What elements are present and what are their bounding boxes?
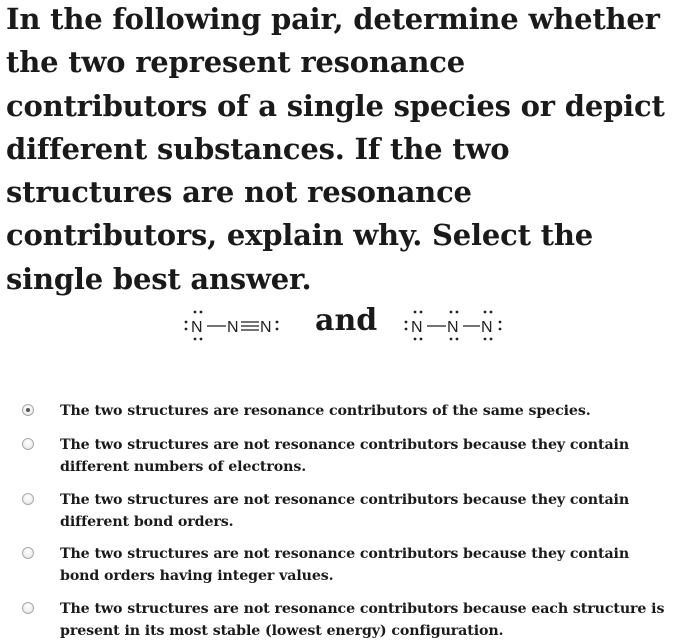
option-label[interactable]: The two structures are not resonance contributors because they contain bond orders having integer values. — [60, 546, 630, 584]
right-atom-1: N — [411, 319, 423, 336]
left-atom-1: N — [191, 319, 203, 336]
lewis-structure-right — [400, 306, 510, 346]
radio-button[interactable] — [22, 438, 34, 450]
radio-selected-dot — [26, 408, 30, 412]
left-atom-2: N — [227, 319, 239, 336]
left-atom-3: N — [260, 319, 272, 336]
option-label[interactable]: The two structures are not resonance contributors because they contain different numbers of electrons. — [60, 437, 630, 475]
question-text: In the following pair, determine whether the two represent resonance contributors of a single species or depict different substances. If the two structures are not resonance contributors, explain why. Select the single best answer. — [6, 2, 665, 296]
right-atom-3: N — [481, 319, 493, 336]
radio-button[interactable] — [22, 602, 34, 614]
lewis-structure-left — [180, 306, 290, 346]
right-atom-2: N — [447, 319, 459, 336]
option-label[interactable]: The two structures are resonance contributors of the same species. — [60, 403, 591, 419]
radio-button[interactable] — [22, 404, 34, 416]
and-connector: and — [315, 303, 378, 338]
radio-button[interactable] — [22, 493, 34, 505]
option-label[interactable]: The two structures are not resonance contributors because they contain different bond orders. — [60, 492, 630, 530]
radio-button[interactable] — [22, 547, 34, 559]
option-label[interactable]: The two structures are not resonance contributors because each structure is present in its most stable (lowest energy) configuration. — [60, 601, 665, 639]
